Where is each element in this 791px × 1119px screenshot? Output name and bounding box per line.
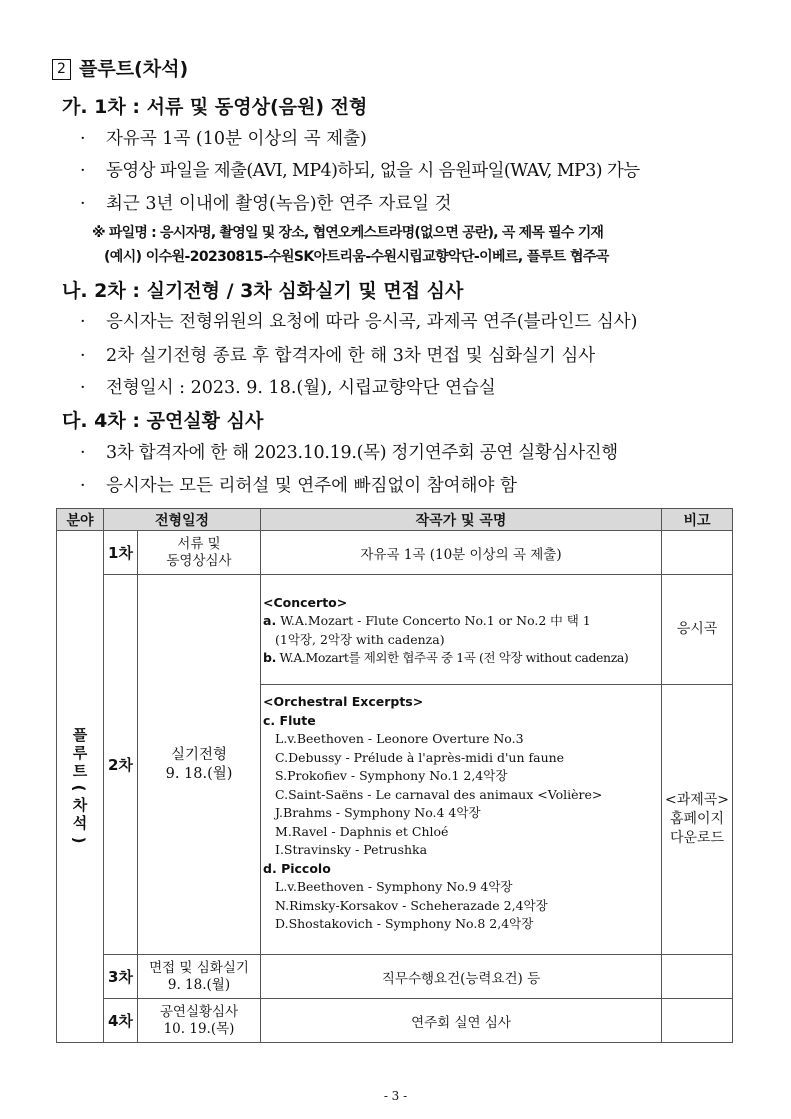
section-number-box: 2 [52, 59, 71, 80]
table-row [57, 999, 733, 1043]
stage-cell: 2차 [104, 575, 138, 955]
header-works: 작곡가 및 곡명 [261, 509, 662, 531]
section-title [52, 54, 188, 81]
table-row [57, 575, 733, 685]
remarks-cell [662, 955, 733, 999]
page-number: - 3 - [383, 1089, 408, 1103]
header-field: 분야 [57, 509, 104, 531]
stage2-heading: 나. 2차 : 실기전형 / 3차 심화실기 및 면접 심사 [62, 280, 464, 302]
schedule-table [56, 508, 733, 1043]
works-cell: 자유곡 1곡 (10분 이상의 곡 제출) [261, 531, 662, 575]
section-title-text: 플루트(차석) [79, 58, 189, 80]
stage-cell: 1차 [104, 531, 138, 575]
table-row [57, 531, 733, 575]
remarks-cell: 응시곡 [662, 575, 733, 685]
table-row [57, 955, 733, 999]
header-remarks: 비고 [662, 509, 733, 531]
remarks-cell: <과제곡> 홈페이지 다운로드 [662, 685, 733, 955]
stage-cell: 4차 [104, 999, 138, 1043]
remarks-cell [662, 999, 733, 1043]
schedule-cell: 서류 및 동영상심사 [138, 531, 261, 575]
stage-cell: 3차 [104, 955, 138, 999]
excerpts-cell: <Orchestral Excerpts> c. Flute L.v.Beethoven - Leonore Overture No.3 C.Debussy - Prélude à l'après-midi d'un faune S.Prokofiev - Symphony No.1 2,4악장 C.Saint-Saëns - Le carnaval des animaux <Volière> J.Brahms - Symphony No.4 4악장 M.Ravel - Daphnis et Chloé I.Stravinsky - Petrushka d. Piccolo L.v.Beethoven - Symphony No.9 4악장 N.Rimsky-Korsakov - Scheherazade 2,4악장 D.Shostakovich - Symphony No.8 2,4악장 [261, 685, 662, 955]
field-cell: 플 루 트 ( 차 석 ) [57, 531, 104, 1043]
schedule-cell: 실기전형 9. 18.(월) [138, 575, 261, 955]
stage1-bullet: · 동영상 파일을 제출(AVI, MP4)하되, 없을 시 음원파일(WAV, MP3) 가능 [80, 161, 640, 181]
filename-note: ※ 파일명 : 응시자명, 촬영일 및 장소, 협연오케스트라명(없으면 공란), 곡 제목 필수 기재 [92, 225, 604, 241]
schedule-cell: 면접 및 심화실기 9. 18.(월) [138, 955, 261, 999]
table-header-row [57, 509, 733, 531]
stage1-heading: 가. 1차 : 서류 및 동영상(음원) 전형 [62, 96, 368, 118]
filename-example: (예시) 이수원-20230815-수원SK아트리움-수원시립교향악단-이베르, 플루트 협주곡 [104, 249, 609, 265]
stage4-bullet: · 응시자는 모든 리허설 및 연주에 빠짐없이 참여해야 함 [80, 476, 517, 496]
works-cell: 연주회 실연 심사 [261, 999, 662, 1043]
remarks-cell [662, 531, 733, 575]
stage4-heading: 다. 4차 : 공연실황 심사 [62, 410, 264, 432]
header-schedule: 전형일정 [104, 509, 261, 531]
stage2-bullet: · 2차 실기전형 종료 후 합격자에 한 해 3차 면접 및 심화실기 심사 [80, 346, 596, 366]
stage2-bullet: · 응시자는 전형위원의 요청에 따라 응시곡, 과제곡 연주(블라인드 심사) [80, 312, 638, 332]
concerto-cell: <Concerto> a. W.A.Mozart - Flute Concerto No.1 or No.2 中 택 1 (1악장, 2악장 with cadenza) b. W.A.Mozart를 제외한 협주곡 중 1곡 (전 악장 without cadenza) [261, 575, 662, 685]
stage1-bullet: · 자유곡 1곡 (10분 이상의 곡 제출) [80, 129, 367, 149]
stage4-bullet: · 3차 합격자에 한 해 2023.10.19.(목) 정기연주회 공연 실황심사진행 [80, 443, 618, 463]
stage1-bullet: · 최근 3년 이내에 촬영(녹음)한 연주 자료일 것 [80, 194, 452, 214]
works-cell: 직무수행요건(능력요건) 등 [261, 955, 662, 999]
stage2-bullet: · 전형일시 : 2023. 9. 18.(월), 시립교향악단 연습실 [80, 378, 496, 398]
schedule-cell: 공연실황심사 10. 19.(목) [138, 999, 261, 1043]
